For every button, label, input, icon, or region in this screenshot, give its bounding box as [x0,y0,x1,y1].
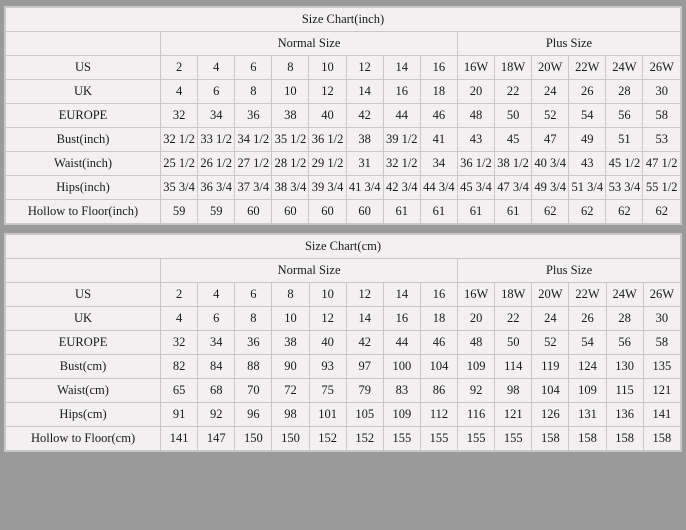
cell: 126 [532,403,569,427]
row-label-hips: Hips(cm) [6,403,161,427]
cell: 60 [346,200,383,224]
cell: 22W [569,56,606,80]
cell: 4 [161,307,198,331]
cell: 84 [198,355,235,379]
cell: 30 [643,307,680,331]
cell: 60 [272,200,309,224]
size-chart-cm [4,233,682,452]
cell: 53 [643,128,681,152]
row-label-waist: Waist(inch) [6,152,161,176]
cell: 4 [198,56,235,80]
cell: 12 [346,56,383,80]
cell: 16 [420,283,457,307]
cell: 158 [606,427,643,451]
cell: 75 [309,379,346,403]
cell: 44 [383,104,420,128]
cell: 26W [643,283,680,307]
cell: 51 3/4 [569,176,606,200]
cell: 155 [383,427,420,451]
cell: 40 [309,104,346,128]
cell: 10 [272,307,309,331]
table-row [6,427,681,451]
cell: 47 3/4 [495,176,532,200]
cell: 20W [532,283,569,307]
cell: 37 3/4 [235,176,272,200]
corner-cell [6,32,161,56]
table-row [6,200,681,224]
cell: 65 [161,379,198,403]
group-header-row [6,259,681,283]
cell: 92 [458,379,495,403]
cell: 40 3/4 [532,152,569,176]
cell: 47 [532,128,569,152]
cell: 20W [532,56,569,80]
cell: 93 [309,355,346,379]
cell: 54 [569,104,606,128]
cell: 32 1/2 [161,128,198,152]
row-label-hips: Hips(inch) [6,176,161,200]
cell: 8 [235,307,272,331]
cell: 42 [346,104,383,128]
cell: 49 [569,128,606,152]
row-label-bust: Bust(inch) [6,128,161,152]
table-row [6,283,681,307]
cell: 36 1/2 [457,152,494,176]
cell: 34 1/2 [235,128,272,152]
row-label-hollow-to-floor: Hollow to Floor(cm) [6,427,161,451]
cell: 41 [420,128,457,152]
cell: 150 [235,427,272,451]
cell: 35 1/2 [272,128,309,152]
cell: 96 [235,403,272,427]
row-label-us: US [6,283,161,307]
cell: 91 [161,403,198,427]
cell: 29 1/2 [309,152,346,176]
cell: 83 [383,379,420,403]
cell: 116 [458,403,495,427]
row-label-us: US [6,56,161,80]
cell: 131 [569,403,606,427]
cell: 50 [495,104,532,128]
cell: 6 [235,56,272,80]
cell: 34 [198,104,235,128]
cell: 119 [532,355,569,379]
cell: 38 [272,104,309,128]
cell: 56 [606,104,643,128]
table-row [6,403,681,427]
cell: 26 1/2 [198,152,235,176]
cell: 16 [420,56,457,80]
title-row [6,235,681,259]
cell: 14 [346,80,383,104]
cell: 26W [643,56,681,80]
cell: 59 [161,200,198,224]
cell: 158 [569,427,606,451]
cell: 36 [235,331,272,355]
cell: 27 1/2 [235,152,272,176]
table-row [6,176,681,200]
cell: 72 [272,379,309,403]
cell: 152 [346,427,383,451]
cell: 49 3/4 [532,176,569,200]
chart-title: Size Chart(inch) [6,8,681,32]
cell: 34 [198,331,235,355]
cell: 62 [569,200,606,224]
table-row [6,355,681,379]
cell: 147 [198,427,235,451]
cell: 6 [198,307,235,331]
cell: 44 3/4 [420,176,457,200]
cell: 45 3/4 [457,176,494,200]
cell: 114 [495,355,532,379]
size-chart-cm-table [5,234,681,451]
row-label-europe: EUROPE [6,104,161,128]
row-label-uk: UK [6,80,161,104]
cell: 22 [495,307,532,331]
cell: 32 [161,104,198,128]
cell: 97 [346,355,383,379]
cell: 155 [495,427,532,451]
cell: 61 [383,200,420,224]
cell: 2 [161,56,198,80]
cell: 31 [346,152,383,176]
row-label-bust: Bust(cm) [6,355,161,379]
cell: 61 [457,200,494,224]
cell: 152 [309,427,346,451]
cell: 36 3/4 [198,176,235,200]
cell: 42 [346,331,383,355]
cell: 8 [272,56,309,80]
cell: 58 [643,331,680,355]
cell: 155 [420,427,457,451]
cell: 46 [420,104,457,128]
cell: 10 [272,80,309,104]
cell: 150 [272,427,309,451]
cell: 12 [346,283,383,307]
cell: 14 [383,283,420,307]
cell: 79 [346,379,383,403]
cell: 4 [198,283,235,307]
cell: 121 [495,403,532,427]
cell: 51 [606,128,643,152]
cell: 141 [643,403,680,427]
cell: 22 [495,80,532,104]
cell: 50 [495,331,532,355]
cell: 16W [458,283,495,307]
cell: 100 [383,355,420,379]
cell: 10 [309,56,346,80]
cell: 130 [606,355,643,379]
table-row [6,307,681,331]
cell: 141 [161,427,198,451]
table-row [6,80,681,104]
table-row [6,152,681,176]
cell: 60 [235,200,272,224]
cell: 4 [161,80,198,104]
cell: 55 1/2 [643,176,681,200]
cell: 68 [198,379,235,403]
cell: 39 1/2 [383,128,420,152]
cell: 32 1/2 [383,152,420,176]
cell: 6 [235,283,272,307]
cell: 45 [495,128,532,152]
group-header-row [6,32,681,56]
cell: 32 [161,331,198,355]
cell: 18W [495,56,532,80]
cell: 53 3/4 [606,176,643,200]
cell: 158 [532,427,569,451]
cell: 38 [272,331,309,355]
table-row [6,331,681,355]
group-header-normal: Normal Size [161,32,458,56]
table-row [6,379,681,403]
cell: 33 1/2 [198,128,235,152]
cell: 62 [643,200,681,224]
group-header-plus: Plus Size [457,32,680,56]
title-row [6,8,681,32]
cell: 61 [420,200,457,224]
row-label-waist: Waist(cm) [6,379,161,403]
cell: 22W [569,283,606,307]
cell: 86 [420,379,457,403]
cell: 109 [458,355,495,379]
cell: 16W [457,56,494,80]
row-label-europe: EUROPE [6,331,161,355]
cell: 54 [569,331,606,355]
cell: 56 [606,331,643,355]
cell: 43 [569,152,606,176]
cell: 88 [235,355,272,379]
cell: 39 3/4 [309,176,346,200]
cell: 24 [532,307,569,331]
cell: 104 [532,379,569,403]
cell: 61 [495,200,532,224]
cell: 18W [495,283,532,307]
cell: 41 3/4 [346,176,383,200]
cell: 24W [606,56,643,80]
cell: 104 [420,355,457,379]
cell: 82 [161,355,198,379]
cell: 2 [161,283,198,307]
cell: 98 [272,403,309,427]
cell: 44 [383,331,420,355]
cell: 60 [309,200,346,224]
cell: 52 [532,104,569,128]
size-chart-inch [4,6,682,225]
cell: 105 [346,403,383,427]
cell: 20 [457,80,494,104]
cell: 14 [383,56,420,80]
cell: 92 [198,403,235,427]
cell: 38 3/4 [272,176,309,200]
cell: 8 [235,80,272,104]
cell: 62 [606,200,643,224]
cell: 28 1/2 [272,152,309,176]
table-row [6,56,681,80]
cell: 40 [309,331,346,355]
cell: 14 [346,307,383,331]
cell: 115 [606,379,643,403]
cell: 124 [569,355,606,379]
cell: 6 [198,80,235,104]
cell: 158 [643,427,680,451]
cell: 28 [606,307,643,331]
corner-cell [6,259,161,283]
cell: 45 1/2 [606,152,643,176]
cell: 16 [383,307,420,331]
cell: 46 [420,331,457,355]
cell: 18 [420,80,457,104]
cell: 112 [420,403,457,427]
cell: 48 [457,104,494,128]
row-label-uk: UK [6,307,161,331]
cell: 30 [643,80,681,104]
cell: 52 [532,331,569,355]
cell: 12 [309,80,346,104]
cell: 12 [309,307,346,331]
cell: 42 3/4 [383,176,420,200]
size-chart-inch-body [6,8,681,224]
cell: 98 [495,379,532,403]
cell: 101 [309,403,346,427]
cell: 59 [198,200,235,224]
size-chart-inch-table [5,7,681,224]
group-header-normal: Normal Size [161,259,458,283]
chart-title: Size Chart(cm) [6,235,681,259]
cell: 135 [643,355,680,379]
table-row [6,128,681,152]
cell: 28 [606,80,643,104]
cell: 38 [346,128,383,152]
table-row [6,104,681,128]
cell: 121 [643,379,680,403]
size-chart-cm-body [6,235,681,451]
cell: 62 [532,200,569,224]
cell: 10 [309,283,346,307]
cell: 70 [235,379,272,403]
cell: 136 [606,403,643,427]
cell: 48 [458,331,495,355]
cell: 90 [272,355,309,379]
cell: 43 [457,128,494,152]
cell: 24 [532,80,569,104]
cell: 20 [458,307,495,331]
cell: 18 [420,307,457,331]
cell: 109 [569,379,606,403]
cell: 25 1/2 [161,152,198,176]
cell: 47 1/2 [643,152,681,176]
cell: 26 [569,307,606,331]
cell: 58 [643,104,681,128]
cell: 24W [606,283,643,307]
cell: 36 1/2 [309,128,346,152]
cell: 36 [235,104,272,128]
cell: 34 [420,152,457,176]
row-label-hollow-to-floor: Hollow to Floor(inch) [6,200,161,224]
cell: 16 [383,80,420,104]
cell: 8 [272,283,309,307]
cell: 35 3/4 [161,176,198,200]
cell: 26 [569,80,606,104]
group-header-plus: Plus Size [458,259,681,283]
cell: 38 1/2 [495,152,532,176]
cell: 109 [383,403,420,427]
cell: 155 [458,427,495,451]
